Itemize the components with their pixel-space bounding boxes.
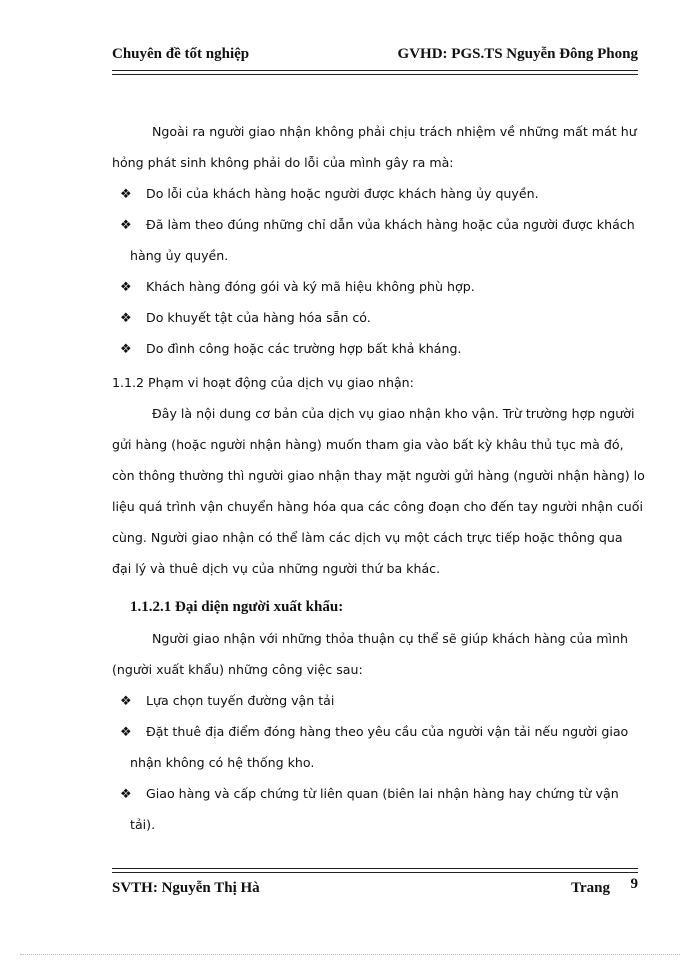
list-item [112, 271, 637, 302]
list-item-continuation: tải). [130, 817, 156, 832]
diamond-bullet-icon: ❖ [120, 187, 132, 202]
paragraph-line: liệu quá trình vận chuyển hàng hóa qua các công đoạn cho đến tay người nhận cuối [112, 499, 643, 514]
list-item [112, 209, 637, 240]
diamond-bullet-icon: ❖ [120, 280, 132, 295]
list-item [112, 685, 637, 716]
paragraph-line: cùng. Người giao nhận có thể làm các dịch vụ một cách trực tiếp hoặc thông qua [112, 530, 623, 545]
diamond-bullet-icon: ❖ [120, 342, 132, 357]
header-title: Chuyên đề tốt nghiệp [112, 46, 250, 62]
list-item [112, 333, 637, 364]
list-item-continuation: hàng ủy quyền. [130, 248, 229, 263]
page-footer [112, 876, 638, 902]
subsection-heading: 1.1.2.1 Đại diện người xuất khẩu: [130, 599, 344, 615]
list-item [112, 716, 637, 747]
list-item-text: Đặt thuê địa điểm đóng hàng theo yêu cầu của người vận tải nếu người giao [146, 724, 629, 739]
paragraph-line: Ngoài ra người giao nhận không phải chịu trách nhiệm về những mất mát hư [152, 124, 637, 139]
page-number: 9 [630, 876, 638, 892]
diamond-bullet-icon: ❖ [120, 787, 132, 802]
paragraph-line: đại lý và thuê dịch vụ của những người thứ ba khác. [112, 561, 441, 576]
list-item-text: Do đình công hoặc các trường hợp bất khả kháng. [146, 341, 462, 356]
diamond-bullet-icon: ❖ [120, 694, 132, 709]
paragraph-line: gửi hàng (hoặc người nhận hàng) muốn tham gia vào bất kỳ khâu thủ tục mà đó, [112, 437, 624, 452]
paragraph-line: hỏng phát sinh không phải do lỗi của mình gây ra mà: [112, 155, 454, 170]
list-item-text: Do lỗi của khách hàng hoặc người được khách hàng ủy quyền. [146, 186, 539, 201]
footer-rule [112, 868, 638, 873]
body-content [112, 116, 645, 840]
list-item-text: Khách hàng đóng gói và ký mã hiệu không phù hợp. [146, 279, 475, 294]
page-break-line [20, 954, 680, 955]
footer-page-label: Trang [571, 880, 610, 896]
paragraph-line: Đây là nội dung cơ bản của dịch vụ giao nhận kho vận. Trừ trường hợp người [152, 406, 635, 421]
list-item-text: Đã làm theo đúng những chỉ dẫn vủa khách hàng hoặc của người được khách [146, 217, 635, 232]
paragraph-line: (người xuất khẩu) những công việc sau: [112, 662, 363, 677]
list-item-text: Do khuyết tật của hàng hóa sẵn có. [146, 310, 371, 325]
list-item [112, 178, 637, 209]
paragraph-line: còn thông thường thì người giao nhận thay mặt người gửi hàng (người nhận hàng) lo [112, 468, 645, 483]
header-rule [112, 70, 638, 75]
diamond-bullet-icon: ❖ [120, 311, 132, 326]
paragraph-line: Người giao nhận với những thỏa thuận cụ thể sẽ giúp khách hàng của mình [152, 631, 629, 646]
page-header [112, 42, 638, 68]
list-item-text: Lựa chọn tuyến đường vận tải [146, 693, 335, 708]
list-item-text: Giao hàng và cấp chứng từ liên quan (biên lai nhận hàng hay chứng từ vận [146, 786, 619, 801]
footer-student: SVTH: Nguyễn Thị Hà [112, 880, 260, 896]
list-item [112, 778, 637, 809]
diamond-bullet-icon: ❖ [120, 218, 132, 233]
header-advisor: GVHD: PGS.TS Nguyễn Đông Phong [397, 46, 638, 62]
list-item [112, 302, 637, 333]
list-item-continuation: nhận không có hệ thống kho. [130, 755, 315, 770]
section-title: 1.1.2 Phạm vi hoạt động của dịch vụ giao nhận: [112, 375, 414, 390]
diamond-bullet-icon: ❖ [120, 725, 132, 740]
